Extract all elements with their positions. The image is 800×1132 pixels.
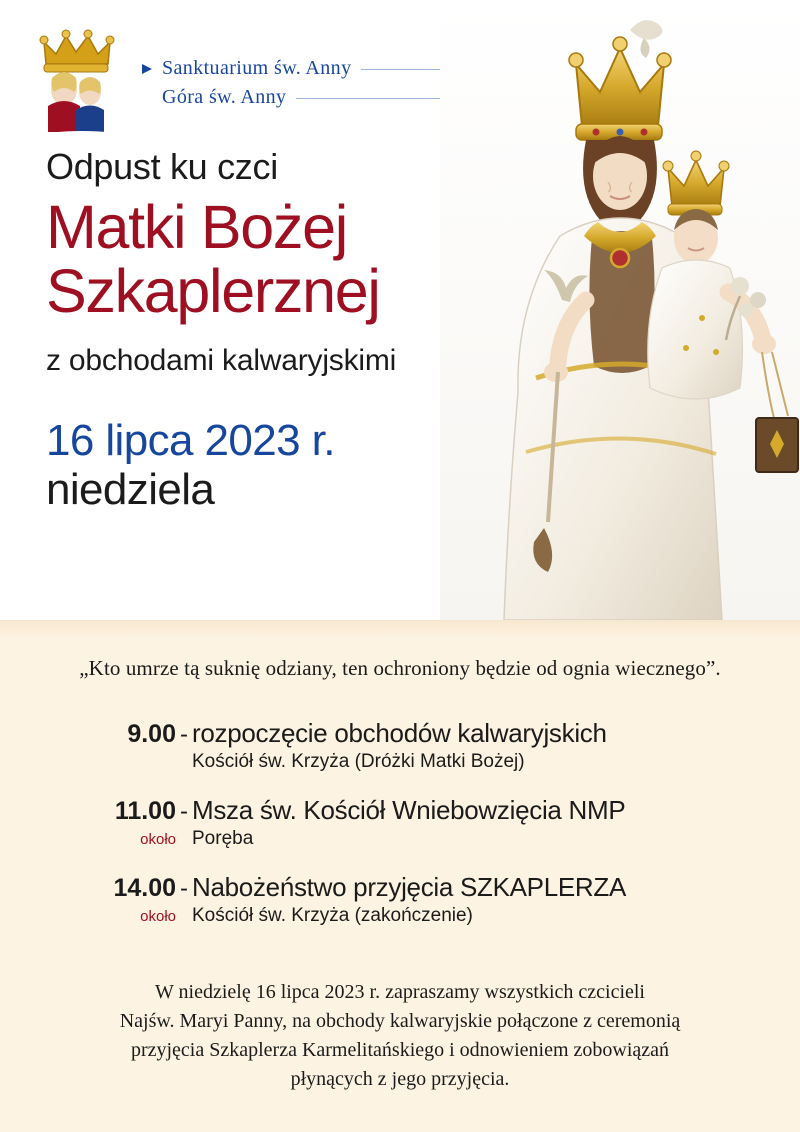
schedule-item [84, 718, 744, 773]
title-line-1: Matki Bożej [46, 192, 347, 261]
title-line-2: Szkaplerznej [46, 257, 380, 326]
schedule-list [84, 718, 744, 949]
madonna-statue-image [440, 0, 800, 620]
schedule-time: 14.00 [113, 874, 176, 902]
schedule-dash: - [180, 798, 188, 825]
arrow-right-icon [140, 62, 154, 76]
closing-line-4: płynących z jego przyjęcia. [290, 1068, 510, 1090]
subtitle: z obchodami kalwaryjskimi [46, 343, 397, 377]
closing-line-1: W niedzielę 16 lipca 2023 r. zapraszamy wszystkich czcicieli [155, 981, 645, 1003]
closing-line-2: Najśw. Maryi Panny, na obchody kalwaryjskie połączone z ceremonią [119, 1010, 681, 1032]
schedule-place: Kościół św. Krzyża (zakończenie) [192, 905, 473, 926]
schedule-place: Poręba [192, 828, 254, 849]
schedule-place: Kościół św. Krzyża (Dróżki Matki Bożej) [192, 751, 525, 772]
event-weekday: niedziela [46, 464, 215, 514]
schedule-approx: około [140, 908, 176, 925]
scapular-quote: „Kto umrze tą suknię odziany, ten ochroniony będzie od ognia wiecznego”. [79, 656, 721, 680]
sanctuary-name: Sanktuarium św. Anny [162, 57, 352, 79]
closing-line-3: przyjęcia Szkaplerza Karmelitańskiego i odnowieniem zobowiązań [130, 1039, 670, 1061]
closing-paragraph [60, 978, 740, 1094]
schedule-title: Nabożeństwo przyjęcia SZKAPLERZA [192, 872, 627, 902]
schedule-time: 11.00 [114, 797, 176, 825]
schedule-dash: - [180, 875, 188, 902]
schedule-title: Msza św. Kościół Wniebowzięcia NMP [192, 795, 626, 825]
pretitle: Odpust ku czci [46, 146, 278, 187]
schedule-time: 9.00 [127, 720, 176, 748]
sanctuary-crest-icon [30, 28, 134, 138]
schedule-approx: około [140, 831, 176, 848]
sanctuary-location: Góra św. Anny [162, 86, 287, 108]
schedule-item [84, 872, 744, 927]
schedule-dash: - [180, 721, 188, 748]
spacer-icon [140, 91, 154, 105]
poster-bottom-section [0, 620, 800, 1132]
schedule-item [84, 795, 744, 850]
schedule-title: rozpoczęcie obchodów kalwaryjskich [192, 718, 607, 748]
event-date: 16 lipca 2023 r. [46, 415, 335, 465]
